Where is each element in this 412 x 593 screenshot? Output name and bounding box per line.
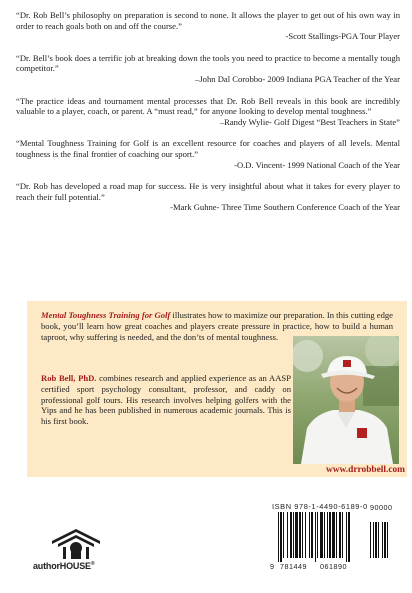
quote-attribution: -O.D. Vincent- 1999 National Coach of the Year — [234, 159, 400, 170]
author-photo — [293, 336, 399, 464]
quote-attribution: –Randy Wylie- Golf Digest “Best Teachers in State” — [219, 116, 400, 127]
isbn-number: ISBN 978-1-4490-6189-0 — [272, 502, 368, 511]
barcode-left-digits: 781449 — [280, 562, 307, 571]
quote-text: “Dr. Bell’s book does a terrific job at breaking down the tools you need to practice to become a mentally tough competitor.” — [16, 52, 400, 74]
barcode-bars — [270, 512, 398, 562]
isbn-barcode — [270, 502, 398, 580]
quote-attribution: -Mark Guhne- Three Time Southern Conference Coach of the Year — [170, 202, 400, 213]
quote-text: “Mental Toughness Training for Golf is an excellent resource for coaches and players of all levels. Mental toughness is the final frontier of coaching our sport.” — [16, 138, 400, 159]
quote-wylie — [16, 96, 400, 128]
author-name: Rob Bell, PhD. — [41, 373, 97, 383]
book-intro-text: illustrates how to maximize our preparation. In this cutting edge book, you’ll learn how great coaches and players create pressure in practice, how to build a human taproot, why suffering is needed, and the don’ts of mental toughness. — [41, 310, 393, 342]
barcode-lead-digit: 9 — [270, 562, 275, 571]
quote-stallings — [16, 10, 400, 42]
quote-dal-corobbo — [16, 53, 400, 85]
publisher-house-icon — [49, 527, 103, 561]
book-description-panel — [27, 301, 407, 477]
publisher-name: authorHOUSE® — [33, 561, 95, 571]
author-bio-text: combines research and applied experience as an AASP certified sport psychology consultant, professor, and caddy on professional golf tours. His research involves helping golfers with the Yips and he has been published in numerous academic journals. This is his first book. — [41, 373, 291, 427]
author-bio — [41, 373, 291, 427]
barcode-right-digits: 061890 — [320, 562, 347, 571]
quote-vincent — [16, 138, 400, 170]
quote-text: “Dr. Rob Bell’s philosophy on preparation is second to none. It allows the player to get out of his own way in order to reach goals both on and off the course.” — [16, 10, 400, 31]
author-website: www.drrobbell.com — [326, 465, 405, 475]
book-title: Mental Toughness Training for Golf — [41, 310, 171, 320]
registered-mark: ® — [90, 561, 95, 567]
endorsement-quotes — [16, 10, 400, 224]
quote-attribution: -Scott Stallings-PGA Tour Player — [285, 31, 400, 42]
quote-guhne — [16, 181, 400, 213]
quote-text: “The practice ideas and tournament mental processes that Dr. Rob Bell reveals in this book are incredibly valuable to a player, coach, or parent. A “must read,” for anyone looking to develop mental toughness.” — [16, 95, 400, 117]
barcode-price-code: 90000 — [370, 503, 393, 512]
quote-text: “Dr. Rob has developed a road map for success. He is very insightful about what it takes for every player to reach their full potential.” — [16, 181, 400, 202]
quote-attribution: –John Dal Corobbo- 2009 Indiana PGA Teacher of the Year — [195, 73, 400, 84]
